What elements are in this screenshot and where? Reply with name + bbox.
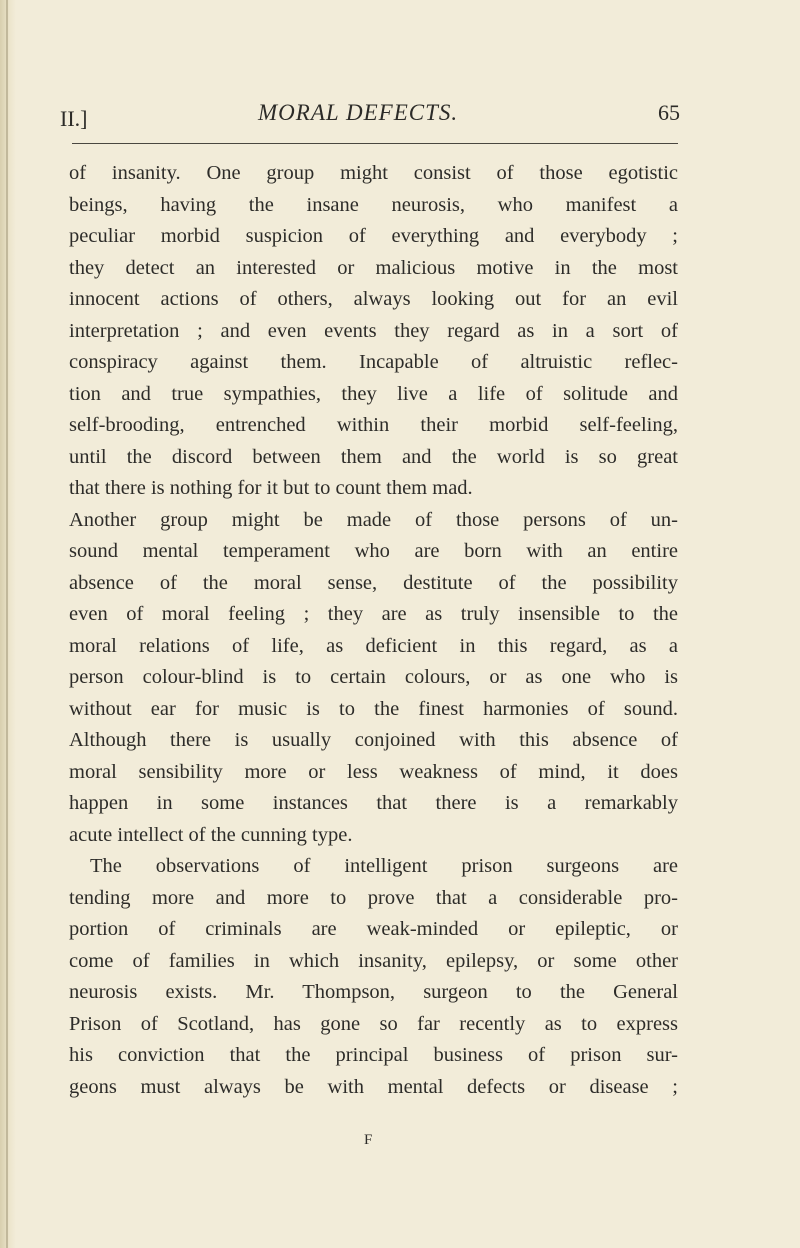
page-gutter <box>0 0 16 1248</box>
page-header <box>60 100 680 134</box>
text-line: neurosis exists. Mr. Thompson, surgeon to the General <box>69 981 678 1003</box>
running-head: MORAL DEFECTS. <box>258 100 459 125</box>
text-line: person colour-blind is to certain colours, or as one who is <box>69 666 678 688</box>
text-line: self-brooding, entrenched within their morbid self-feeling, <box>69 414 678 436</box>
text-line: come of families in which insanity, epilepsy, or some other <box>69 949 678 972</box>
text-line: even of moral feeling ; they are as truly insensible to the <box>69 603 678 625</box>
text-line: conspiracy against them. Incapable of altruistic reflec- <box>69 351 678 373</box>
text-line: Prison of Scotland, has gone so far recently as to express <box>69 1012 678 1035</box>
text-line: they detect an interested or malicious motive in the most <box>69 256 678 279</box>
text-line: The observations of intelligent prison surgeons are <box>90 855 678 877</box>
text-line: portion of criminals are weak-minded or epileptic, or <box>69 918 678 940</box>
text-line: moral relations of life, as deficient in this regard, as a <box>69 634 678 657</box>
text-line: tion and true sympathies, they live a life of solitude and <box>69 382 678 405</box>
signature-mark: F <box>364 1132 373 1148</box>
gutter-shadow-line <box>6 0 8 1248</box>
text-line: absence of the moral sense, destitute of the possibility <box>69 571 678 594</box>
text-line: of insanity. One group might consist of those egotistic <box>69 162 678 184</box>
text-line: moral sensibility more or less weakness of mind, it does <box>69 760 678 783</box>
header-rule <box>72 143 678 144</box>
text-line: without ear for music is to the finest harmonies of sound. <box>69 697 678 720</box>
text-line: beings, having the insane neurosis, who manifest a <box>69 193 678 216</box>
text-line: Another group might be made of those persons of un- <box>69 508 678 531</box>
text-line: sound mental temperament who are born with an entire <box>69 540 678 562</box>
text-line: acute intellect of the cunning type. <box>69 823 353 846</box>
page-number: 65 <box>658 100 680 125</box>
text-line: geons must always be with mental defects or disease ; <box>69 1075 678 1098</box>
text-line: his conviction that the principal business of prison sur- <box>69 1044 678 1066</box>
text-line: until the discord between them and the world is so great <box>69 445 678 468</box>
chapter-marker: II.] <box>60 106 88 131</box>
body-text <box>69 158 678 1103</box>
text-line: peculiar morbid suspicion of everything and everybody ; <box>69 225 678 247</box>
text-line: tending more and more to prove that a considerable pro- <box>69 886 678 909</box>
text-line: happen in some instances that there is a remarkably <box>69 792 678 814</box>
text-line: that there is nothing for it but to count them mad. <box>69 477 473 499</box>
text-line: interpretation ; and even events they regard as in a sort of <box>69 319 678 342</box>
text-line: innocent actions of others, always looking out for an evil <box>69 288 678 310</box>
text-line: Although there is usually conjoined with this absence of <box>69 729 678 751</box>
